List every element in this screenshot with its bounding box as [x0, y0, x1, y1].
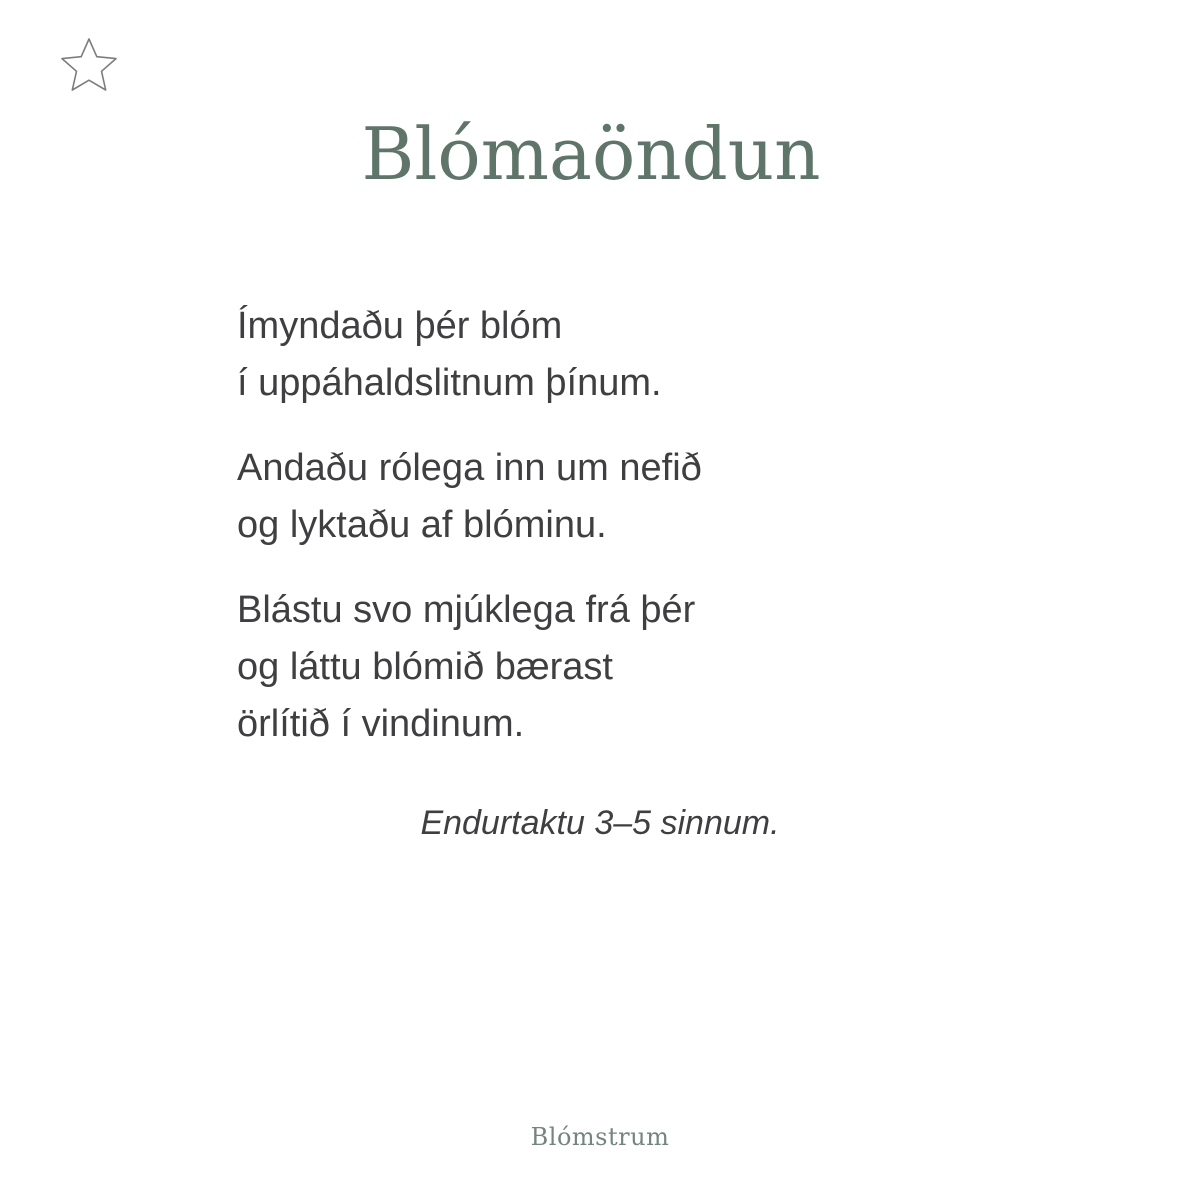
- repeat-note-text: Endurtaktu 3–5 sinnum.: [420, 804, 780, 842]
- instruction-stanza: [237, 440, 997, 554]
- instruction-line: Ímyndaðu þér blóm: [237, 305, 563, 347]
- instruction-line: og lyktaðu af blóminu.: [237, 504, 607, 546]
- instruction-stanza: [237, 582, 997, 753]
- instruction-stanza: [237, 298, 997, 412]
- repeat-note: [0, 804, 1200, 843]
- instructions-body: [237, 298, 997, 781]
- star-icon[interactable]: [56, 34, 122, 96]
- instruction-line: og láttu blómið bærast: [237, 646, 613, 688]
- page-title: Blómaöndun: [361, 112, 821, 196]
- instruction-line: örlítið í vindinum.: [237, 703, 525, 745]
- instruction-line: í uppáhaldslitnum þínum.: [237, 362, 662, 404]
- instruction-line: Andaðu rólega inn um nefið: [237, 447, 702, 489]
- brand-name: Blómstrum: [530, 1123, 670, 1151]
- instruction-line: Blástu svo mjúklega frá þér: [237, 589, 696, 631]
